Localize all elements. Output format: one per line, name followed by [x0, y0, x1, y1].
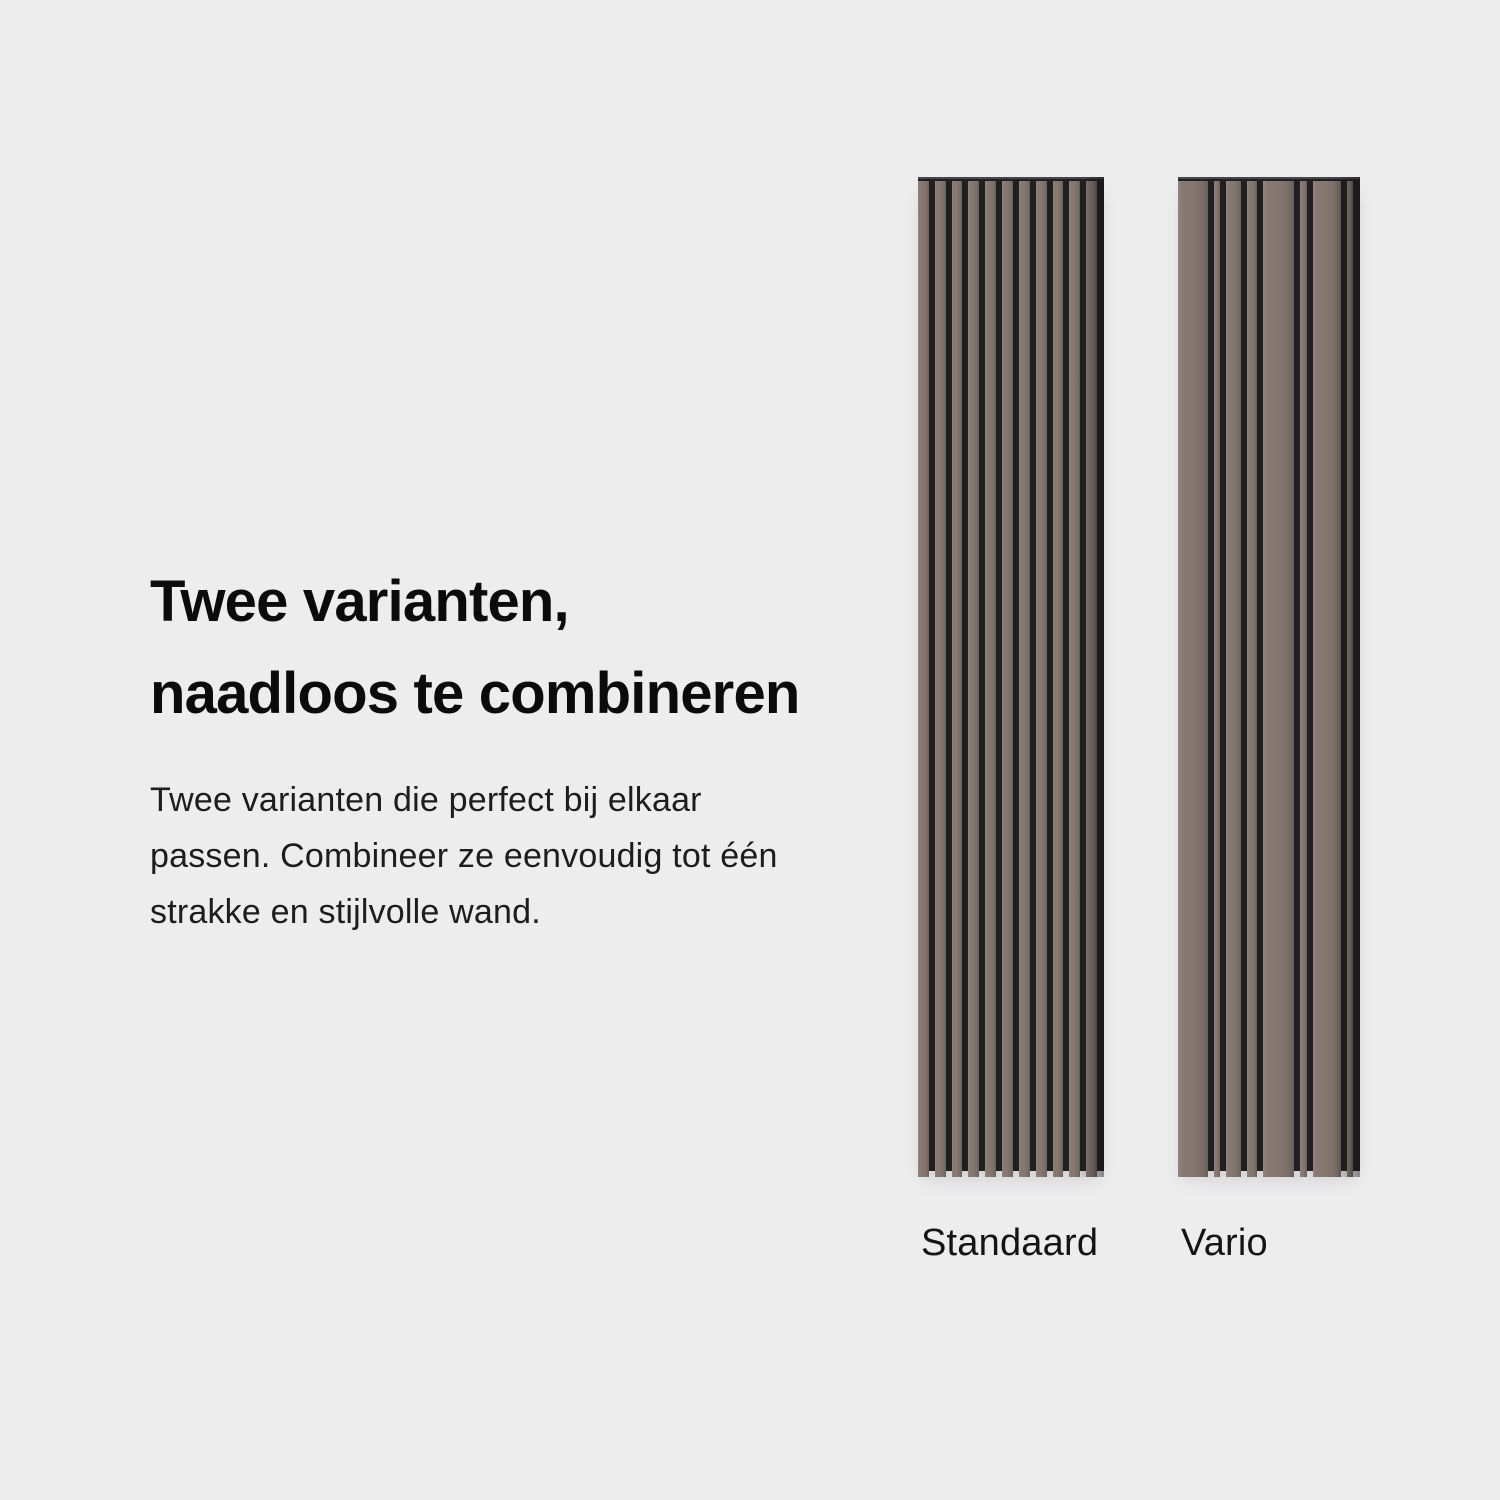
heading-line-1: Twee varianten,	[150, 569, 569, 634]
wood-slat	[1178, 181, 1208, 1177]
section-heading	[150, 556, 800, 740]
wood-slat	[1019, 181, 1030, 1177]
wood-slat	[968, 181, 979, 1177]
wood-slat	[1247, 181, 1257, 1177]
wood-slat	[1002, 181, 1013, 1177]
panel-standaard	[918, 177, 1104, 1177]
wood-slat	[918, 181, 929, 1177]
panel-label-vario: Vario	[1181, 1222, 1268, 1264]
panel-label-standaard: Standaard	[921, 1222, 1099, 1264]
wood-slat	[1214, 181, 1220, 1177]
wood-slat	[985, 181, 996, 1177]
panel-vario	[1178, 177, 1360, 1177]
description-line-2: passen. Combineer ze eenvoudig tot één	[150, 837, 778, 875]
wood-slat	[1300, 181, 1307, 1177]
wood-slat	[1086, 181, 1097, 1177]
section-description	[150, 772, 778, 940]
wood-slat	[1263, 181, 1293, 1177]
wood-slat	[1053, 181, 1064, 1177]
heading-line-2: naadloos te combineren	[150, 661, 800, 726]
wood-slat	[1347, 181, 1353, 1177]
slat-group	[918, 181, 1097, 1177]
wood-slat	[935, 181, 946, 1177]
wood-slat	[1313, 181, 1341, 1177]
description-line-3: strakke en stijlvolle wand.	[150, 893, 541, 931]
wood-slat	[1036, 181, 1047, 1177]
wood-slat	[952, 181, 963, 1177]
slat-group	[1178, 181, 1353, 1177]
wood-slat	[1069, 181, 1080, 1177]
description-line-1: Twee varianten die perfect bij elkaar	[150, 781, 702, 819]
wood-slat	[1226, 181, 1241, 1177]
